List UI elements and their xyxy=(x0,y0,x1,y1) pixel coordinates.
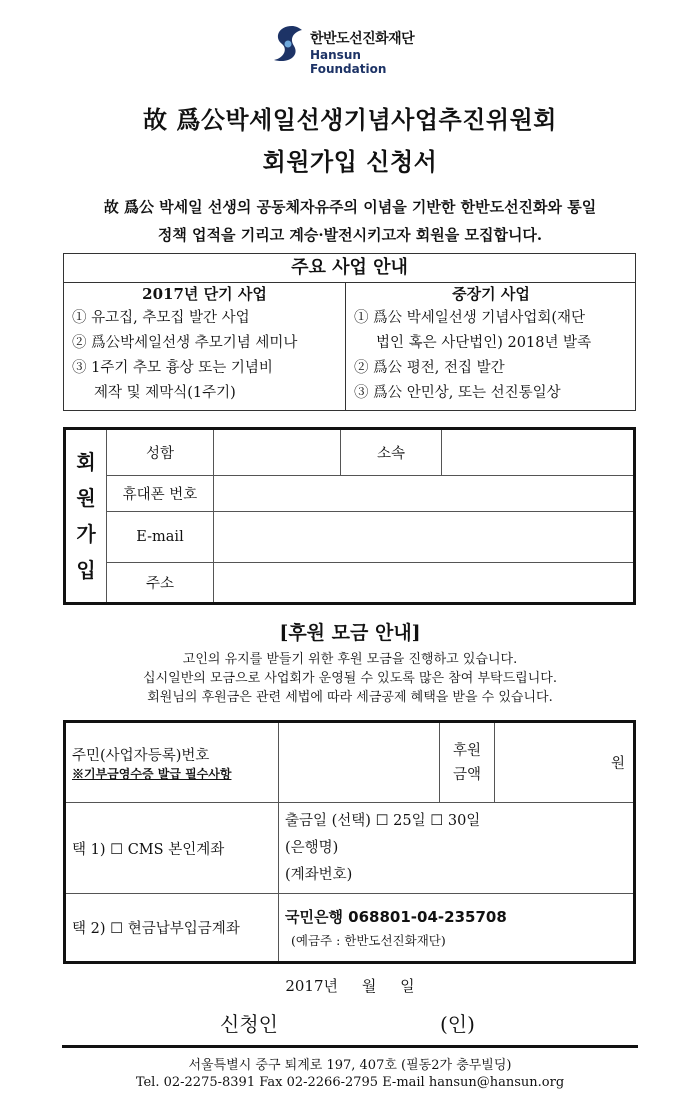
form-title-line2: 회원가입 신청서 xyxy=(262,147,438,176)
bank-name-field[interactable]: (은행명) xyxy=(285,839,339,856)
footer-divider xyxy=(62,1045,638,1048)
address-field[interactable] xyxy=(214,563,635,604)
depositor-name: (예금주 : 한반도선진화재단) xyxy=(291,933,446,949)
intro-text xyxy=(40,193,660,249)
id-number-label: 주민(사업자등록)번호 xyxy=(72,747,210,764)
id-number-label-cell xyxy=(65,722,279,803)
cms-option[interactable] xyxy=(65,803,279,894)
donation-heading: [후원 모금 안내] xyxy=(279,622,421,644)
short-term-title: 2017년 단기 사업 xyxy=(142,285,267,303)
amount-label-line: 후원 xyxy=(452,742,481,759)
donation-table xyxy=(63,720,636,964)
cms-option-label: 택 1) ☐ CMS 본인계좌 xyxy=(72,841,225,858)
member-label-char: 입 xyxy=(76,558,96,582)
short-term-item: ② 爲公박세일선생 추모기념 세미나 xyxy=(72,335,298,351)
account-number-field[interactable]: (계좌번호) xyxy=(285,866,353,883)
donation-notice-line: 십시일반의 모금으로 사업회가 운영될 수 있도록 많은 참여 부탁드립니다. xyxy=(143,671,557,686)
business-info-box xyxy=(63,253,636,411)
email-label: E-mail xyxy=(107,512,214,563)
member-label-char: 회 xyxy=(76,450,96,474)
name-label: 성함 xyxy=(107,429,214,476)
long-term-item: ② 爲公 평전, 전집 발간 xyxy=(354,360,505,376)
id-number-field[interactable] xyxy=(279,722,440,803)
phone-field[interactable] xyxy=(214,475,635,512)
bank-account-number: 국민은행 068801-04-235708 xyxy=(285,908,507,927)
business-heading: 주요 사업 안내 xyxy=(64,254,635,283)
foundation-logo-mark xyxy=(270,22,306,66)
amount-field[interactable] xyxy=(495,722,635,803)
bank-account-info xyxy=(279,894,635,963)
email-field[interactable] xyxy=(214,512,635,563)
member-section-label xyxy=(65,429,107,604)
application-date: 2017년 월 일 xyxy=(285,977,415,995)
cash-option[interactable] xyxy=(65,894,279,963)
donation-notice-line: 회원님의 후원금은 관련 세법에 따라 세금공제 혜택을 받을 수 있습니다. xyxy=(147,690,553,705)
phone-label: 휴대폰 번호 xyxy=(107,475,214,512)
long-term-title: 중장기 사업 xyxy=(452,285,530,303)
long-term-column xyxy=(346,282,636,411)
long-term-item: ① 爲公 박세일선생 기념사업회(재단 xyxy=(354,310,586,326)
donation-notice-line: 고인의 유지를 받들기 위한 후원 모금을 진행하고 있습니다. xyxy=(182,652,518,667)
cash-option-label: 택 2) ☐ 현금납부입금계좌 xyxy=(72,921,240,938)
member-label-char: 원 xyxy=(76,486,96,510)
amount-label-line: 금액 xyxy=(452,766,481,783)
amount-label xyxy=(440,722,495,803)
logo-name-korean: 한반도선진화재단 xyxy=(310,31,415,47)
short-term-item: ③ 1주기 추모 흉상 또는 기념비 xyxy=(72,360,273,376)
short-term-item: 제작 및 제막식(1주기) xyxy=(94,385,236,401)
member-registration-table xyxy=(63,427,636,605)
logo-name-english: Hansun Foundation xyxy=(310,48,387,76)
form-title-line1: 故 爲公박세일선생기념사업추진위원회 xyxy=(143,105,557,134)
name-field[interactable] xyxy=(214,429,341,476)
intro-line2: 정책 업적을 기리고 계승·발전시키고자 회원을 모집합니다. xyxy=(157,226,543,244)
intro-line1: 故 爲公 박세일 선생의 공동체자유주의 이념을 기반한 한반도선진화와 통일 xyxy=(103,198,597,216)
long-term-item: ③ 爲公 안민상, 또는 선진통일상 xyxy=(354,385,561,401)
foundation-logo xyxy=(270,22,430,76)
seal-label: (인) xyxy=(440,1012,475,1036)
withdraw-date-selector[interactable]: 출금일 (선택) ☐ 25일 ☐ 30일 xyxy=(285,812,481,829)
applicant-label: 신청인 xyxy=(220,1012,278,1036)
affiliation-field[interactable] xyxy=(442,429,635,476)
id-number-note: ※기부금영수증 발급 필수사항 xyxy=(72,766,232,781)
member-label-char: 가 xyxy=(76,522,96,546)
cms-details xyxy=(279,803,635,894)
footer-address: 서울특별시 중구 퇴계로 197, 407호 (필동2가 충무빌딩) xyxy=(188,1058,512,1073)
affiliation-label: 소속 xyxy=(341,429,442,476)
short-term-item: ① 유고집, 추모집 발간 사업 xyxy=(72,310,250,326)
donation-notice xyxy=(0,650,700,707)
address-label: 주소 xyxy=(107,563,214,604)
footer-contact: Tel. 02-2275-8391 Fax 02-2266-2795 E-mail hansun@hansun.org xyxy=(135,1075,565,1090)
long-term-item: 법인 혹은 사단법인) 2018년 발족 xyxy=(376,335,592,351)
short-term-column xyxy=(64,282,346,411)
amount-unit: 원 xyxy=(610,756,625,772)
